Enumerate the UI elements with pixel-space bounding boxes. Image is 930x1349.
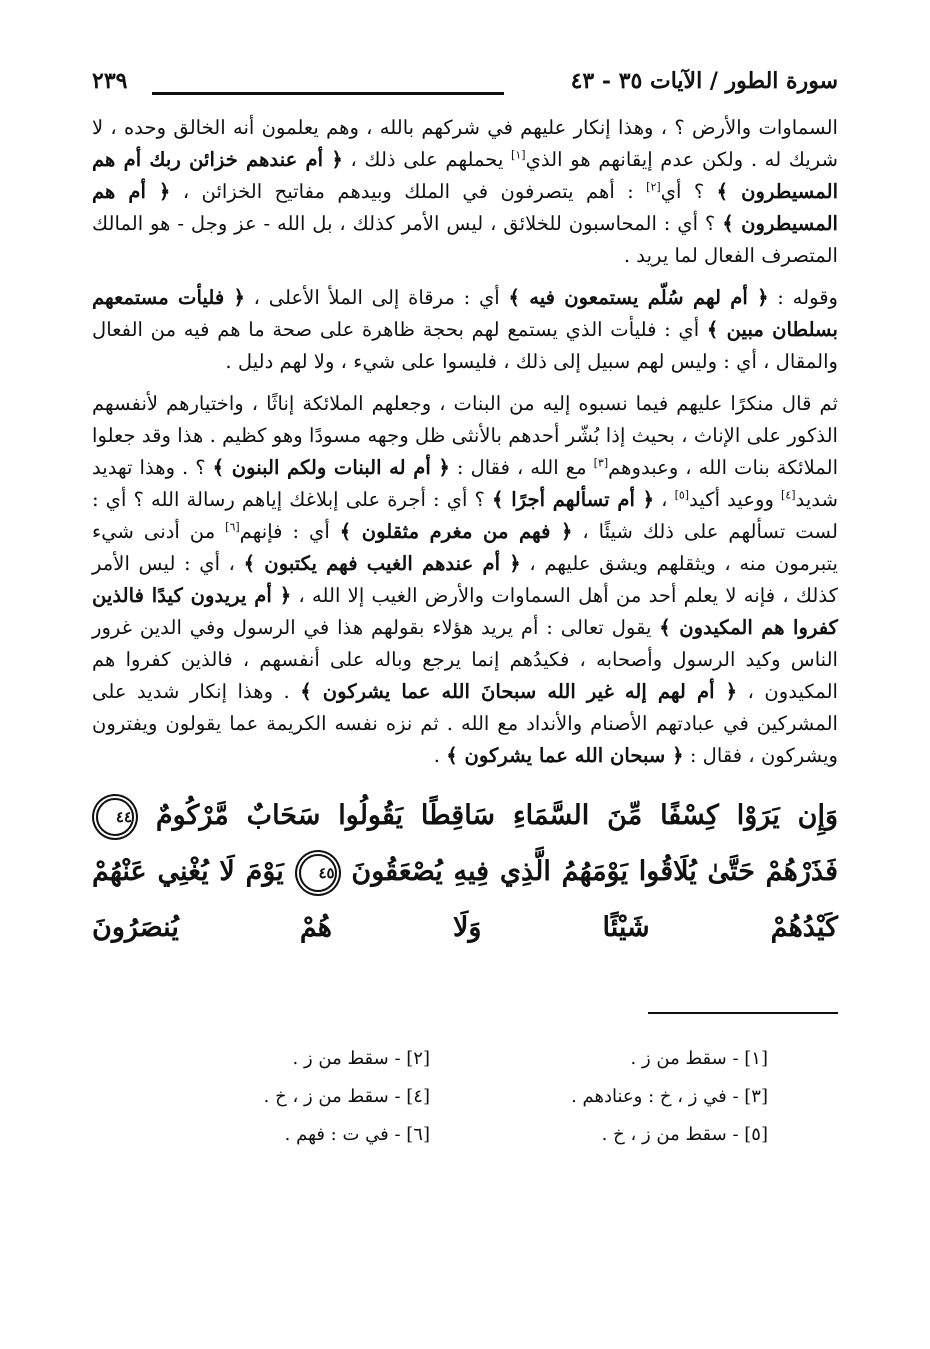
- header-rule: [152, 92, 504, 95]
- text-run: السماوات والأرض ؟ ، وهذا إنكار عليهم في شركهم بالله ، وهم يعلمون أنه الخالق وحده ، لا شريك له . ولكن عدم إيقانهم هو الذي: [92, 116, 838, 171]
- footnote-ref: [٥]: [674, 488, 690, 502]
- text-run: .: [433, 744, 447, 767]
- text-run: وقوله :: [768, 286, 839, 309]
- text-run: أي : فإنهم: [239, 520, 340, 543]
- text-run: . وهذا إنكار شديد على المشركين في عبادتهم الأصنام والأنداد مع الله . ثم نزه نفسه الكريمة عما يقولون ويفترون ويشركون ، فقال :: [92, 680, 838, 767]
- quran-quote: ﴿ أم له البنات ولكم البنون ﴾: [212, 456, 450, 479]
- footnote-ref: [١]: [511, 148, 526, 162]
- verse-text-46: يَوْمَ لَا يُغْنِي عَنْهُمْ كَيْدُهُمْ شَيْئًا وَلَا هُمْ يُنصَرُونَ: [92, 856, 838, 943]
- text-run: ووعيد أكيد: [689, 488, 782, 511]
- footnotes: [92, 1044, 838, 1150]
- quran-quote: ﴿ فليأت مستمعهم بسلطان مبين ﴾: [92, 286, 838, 341]
- quran-quote: ﴿ أم عندهم الغيب فهم يكتبون ﴾: [243, 552, 521, 575]
- text-run: أي : فليأت الذي يستمع لهم بحجة ظاهرة على صحة ما هم فيه من الفعال والمقال ، أي : وليس لهم سبيل إلى ذلك ، فليسوا على شيء ، ولا لهم دليل .: [92, 318, 838, 373]
- paragraph-3: [92, 388, 838, 772]
- ayah-number-44: ٤٤: [96, 798, 134, 836]
- ayah-number-45: ٤٥: [299, 854, 337, 892]
- paragraph-2: [92, 282, 838, 378]
- page-header: [92, 62, 838, 100]
- footnote-ref: [٤]: [781, 488, 796, 502]
- quran-quote: ﴿ أم عندهم خزائن ربك أم هم المسيطرون ﴾: [92, 148, 839, 203]
- text-run: ؟ أي : أجرة على إبلاغك إياهم رسالة الله ؟ أي : لست تسألهم على ذلك شيئًا ،: [92, 488, 838, 543]
- footnote-1: [١] - سقط من ز .: [630, 1048, 768, 1069]
- verse-text-45: فَذَرْهُمْ حَتَّىٰ يُلَاقُوا يَوْمَهُمُ الَّذِي فِيهِ يُصْعَقُونَ: [351, 856, 838, 887]
- quran-quote: ﴿ أم يريدون كيدًا فالذين كفروا هم المكيدون ﴾: [92, 584, 839, 639]
- text-run: من أدنى شيء يتبرمون منه ، ويثقلهم ويشق عليهم ،: [92, 520, 838, 575]
- text-run: مع الله ، فقال :: [449, 456, 594, 479]
- quran-quote: ﴿ أم لهم سُلّم يستمعون فيه ﴾: [508, 286, 769, 309]
- footnote-3: [٣] - في ز ، خ : وعنادهم .: [571, 1086, 768, 1107]
- text-run: ،: [654, 488, 675, 511]
- text-run: ؟ . وهذا تهديد شديد: [92, 456, 838, 511]
- footnote-ref: [٣]: [593, 456, 609, 470]
- commentary-text: [92, 112, 838, 772]
- quran-quote: ﴿ أم هم المسيطرون ﴾: [92, 180, 838, 235]
- footnote-ref: [٦]: [225, 520, 240, 534]
- text-run: ؟ أي: [660, 180, 717, 203]
- quran-quote: ﴿ سبحان الله عما يشركون ﴾: [446, 744, 684, 767]
- text-run: أي : مرقاة إلى الملأ الأعلى ،: [244, 286, 509, 309]
- text-run: يحملهم على ذلك ،: [342, 148, 512, 171]
- footnote-rule: [648, 1012, 838, 1014]
- running-title: سورة الطور / الآيات ٣٥ - ٤٣: [570, 68, 838, 94]
- footnote-2: [٢] - سقط من ز .: [292, 1048, 430, 1069]
- quran-quote: ﴿ أم لهم إله غير الله سبحانَ الله عما يشركون ﴾: [300, 680, 738, 703]
- verse-text-44: وَإِن يَرَوْا كِسْفًا مِّنَ السَّمَاءِ سَاقِطًا يَقُولُوا سَحَابٌ مَّرْكُومٌ: [155, 800, 838, 831]
- quran-quote: ﴿ فهم من مغرم مثقلون ﴾: [339, 520, 573, 543]
- text-run: : أهم يتصرفون في الملك وبيدهم مفاتيح الخزائن ،: [170, 180, 647, 203]
- quran-verse-block: [92, 788, 838, 956]
- text-run: ثم قال منكرًا عليهم فيما نسبوه إليه من البنات ، وجعلهم الملائكة إناثًا ، واختيارهم لأنفسهم الذكور على الإناث ، بحيث إذا بُشّر أحدهم بالأنثى ظل وجهه مسودًا وهو كظيم . هذا وقد جعلوا الملائكة بنات الله ، وعبدوهم: [92, 392, 839, 479]
- text-run: يقول تعالى : أم يريد هؤلاء بقولهم هذا في الرسول وفي الدين غرور الناس وكيد الرسول وأصحابه ، فكيدُهم إنما يرجع وباله على أنفسهم ، فالذين كفروا هم المكيدون ،: [92, 616, 838, 703]
- paragraph-1: [92, 112, 838, 272]
- text-run: ، أي : ليس الأمر كذلك ، فإنه لا يعلم أحد من أهل السماوات والأرض الغيب إلا الله ،: [92, 552, 838, 607]
- footnote-5: [٥] - سقط من ز ، خ .: [601, 1124, 768, 1145]
- text-run: ؟ أي : المحاسبون للخلائق ، ليس الأمر كذلك ، بل الله - عز وجل - هو المالك المتصرف الفعال لما يريد .: [92, 212, 838, 267]
- footnote-4: [٤] - سقط من ز ، خ .: [263, 1086, 430, 1107]
- footnote-ref: [٢]: [646, 180, 661, 194]
- page-number: ٢٣٩: [92, 68, 128, 94]
- footnote-6: [٦] - في ت : فهم .: [284, 1124, 430, 1145]
- quran-quote: ﴿ أم تسألهم أجرًا ﴾: [492, 488, 655, 511]
